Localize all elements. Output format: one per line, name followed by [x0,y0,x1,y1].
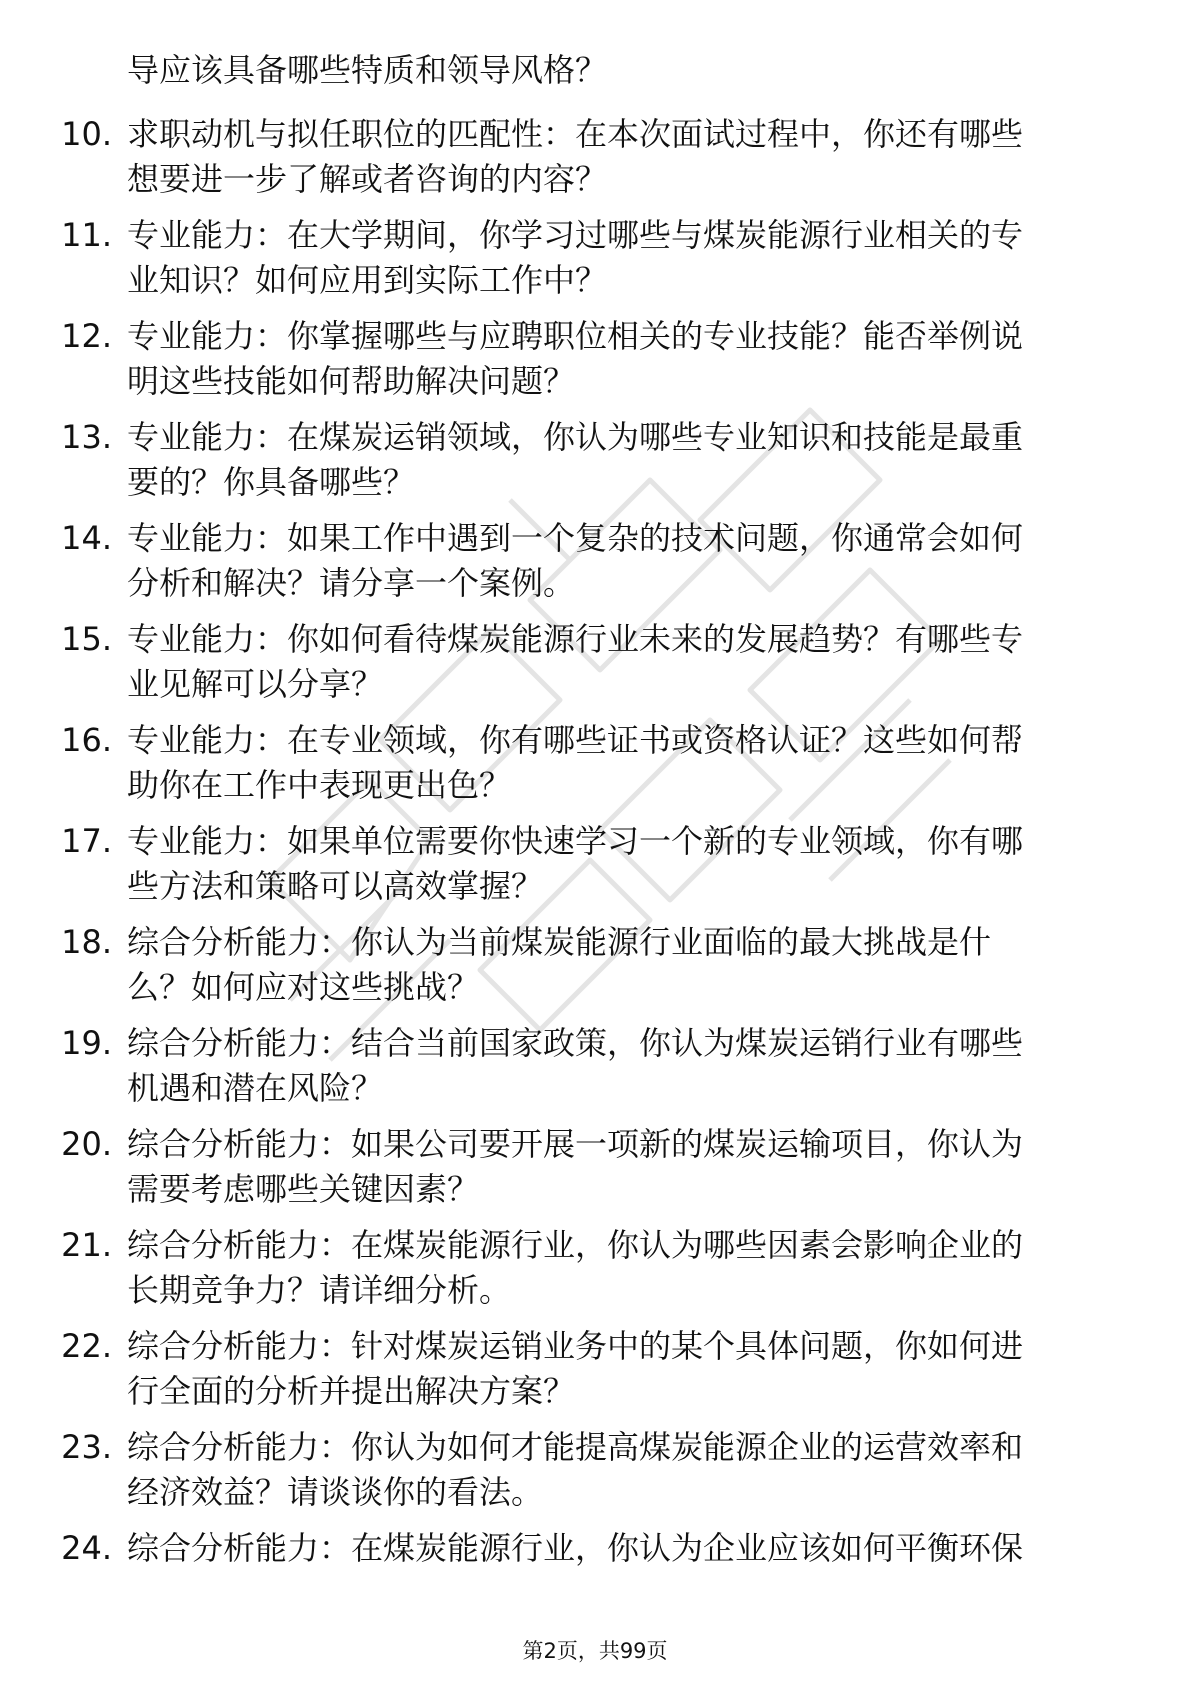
question-item [50,516,1110,606]
question-item [50,213,1110,303]
question-item [50,1223,1110,1313]
question-number: 16. [61,721,112,759]
question-text-line: 综合分析能力：结合当前国家政策，你认为煤炭运销行业有哪些 [127,1024,1024,1062]
question-text-line: 综合分析能力：在煤炭能源行业，你认为企业应该如何平衡环保 [127,1529,1024,1567]
question-text-line: 需要考虑哪些关键因素？ [127,1170,480,1208]
question-number: 19. [61,1024,112,1062]
question-text-line: 综合分析能力：在煤炭能源行业，你认为哪些因素会影响企业的 [127,1226,1024,1264]
question-text-line: 明这些技能如何帮助解决问题？ [127,362,576,400]
question-text-line: 行全面的分析并提出解决方案？ [127,1372,576,1410]
question-text-line: 求职动机与拟任职位的匹配性：在本次面试过程中，你还有哪些 [127,115,1024,153]
question-list [50,112,1110,1582]
question-item [50,920,1110,1010]
question-item [50,819,1110,909]
question-text-line: 经济效益？请谈谈你的看法。 [127,1473,544,1511]
question-text-line: 专业能力：在煤炭运销领域，你认为哪些专业知识和技能是最重 [127,418,1024,456]
question-number: 11. [61,216,112,254]
question-text-line: 综合分析能力：针对煤炭运销业务中的某个具体问题，你如何进 [127,1327,1024,1365]
question-item [50,718,1110,808]
question-text-line: 专业能力：在专业领域，你有哪些证书或资格认证？这些如何帮 [127,721,1024,759]
question-number: 13. [61,418,112,456]
question-text-line: 综合分析能力：你认为当前煤炭能源行业面临的最大挑战是什 [127,923,992,961]
question-number: 21. [61,1226,112,1264]
question-text-line: 专业能力：你如何看待煤炭能源行业未来的发展趋势？有哪些专 [127,620,1024,658]
question-number: 15. [61,620,112,658]
page-footer [0,1636,1190,1666]
question-item [50,1425,1110,1515]
question-text-line: 专业能力：在大学期间，你学习过哪些与煤炭能源行业相关的专 [127,216,1024,254]
question-text-line: 么？如何应对这些挑战？ [127,968,480,1006]
question-text-line: 长期竞争力？请详细分析。 [127,1271,512,1309]
page-number-label: 第2页，共99页 [522,1639,668,1663]
question-number: 22. [61,1327,112,1365]
question-number: 10. [61,115,112,153]
question-text-line: 分析和解决？请分享一个案例。 [127,564,576,602]
question-item [50,112,1110,202]
question-text-line: 业知识？如何应用到实际工作中？ [127,261,608,299]
question-text-line: 机遇和潜在风险？ [127,1069,384,1107]
question-text-line: 想要进一步了解或者咨询的内容？ [127,160,608,198]
question-text-line: 助你在工作中表现更出色？ [127,766,512,804]
question-number: 12. [61,317,112,355]
question-text-line: 综合分析能力：如果公司要开展一项新的煤炭运输项目，你认为 [127,1125,1024,1163]
question-text-line: 业见解可以分享？ [127,665,384,703]
question-item [50,1324,1110,1414]
question-number: 20. [61,1125,112,1163]
question-number: 23. [61,1428,112,1466]
question-item [50,314,1110,404]
question-number: 18. [61,923,112,961]
continuation-text: 导应该具备哪些特质和领导风格？ [127,51,608,89]
question-text-line: 专业能力：你掌握哪些与应聘职位相关的专业技能？能否举例说 [127,317,1024,355]
question-item [50,1526,1110,1571]
question-number: 14. [61,519,112,557]
question-number: 17. [61,822,112,860]
question-text-line: 些方法和策略可以高效掌握？ [127,867,544,905]
question-text-line: 专业能力：如果工作中遇到一个复杂的技术问题，你通常会如何 [127,519,1024,557]
question-text-line: 综合分析能力：你认为如何才能提高煤炭能源企业的运营效率和 [127,1428,1024,1466]
question-item [50,617,1110,707]
question-text-line: 要的？你具备哪些？ [127,463,416,501]
question-number: 24. [61,1529,112,1567]
question-item [50,1122,1110,1212]
question-item [50,1021,1110,1111]
question-item [50,415,1110,505]
question-text-line: 专业能力：如果单位需要你快速学习一个新的专业领域，你有哪 [127,822,1024,860]
